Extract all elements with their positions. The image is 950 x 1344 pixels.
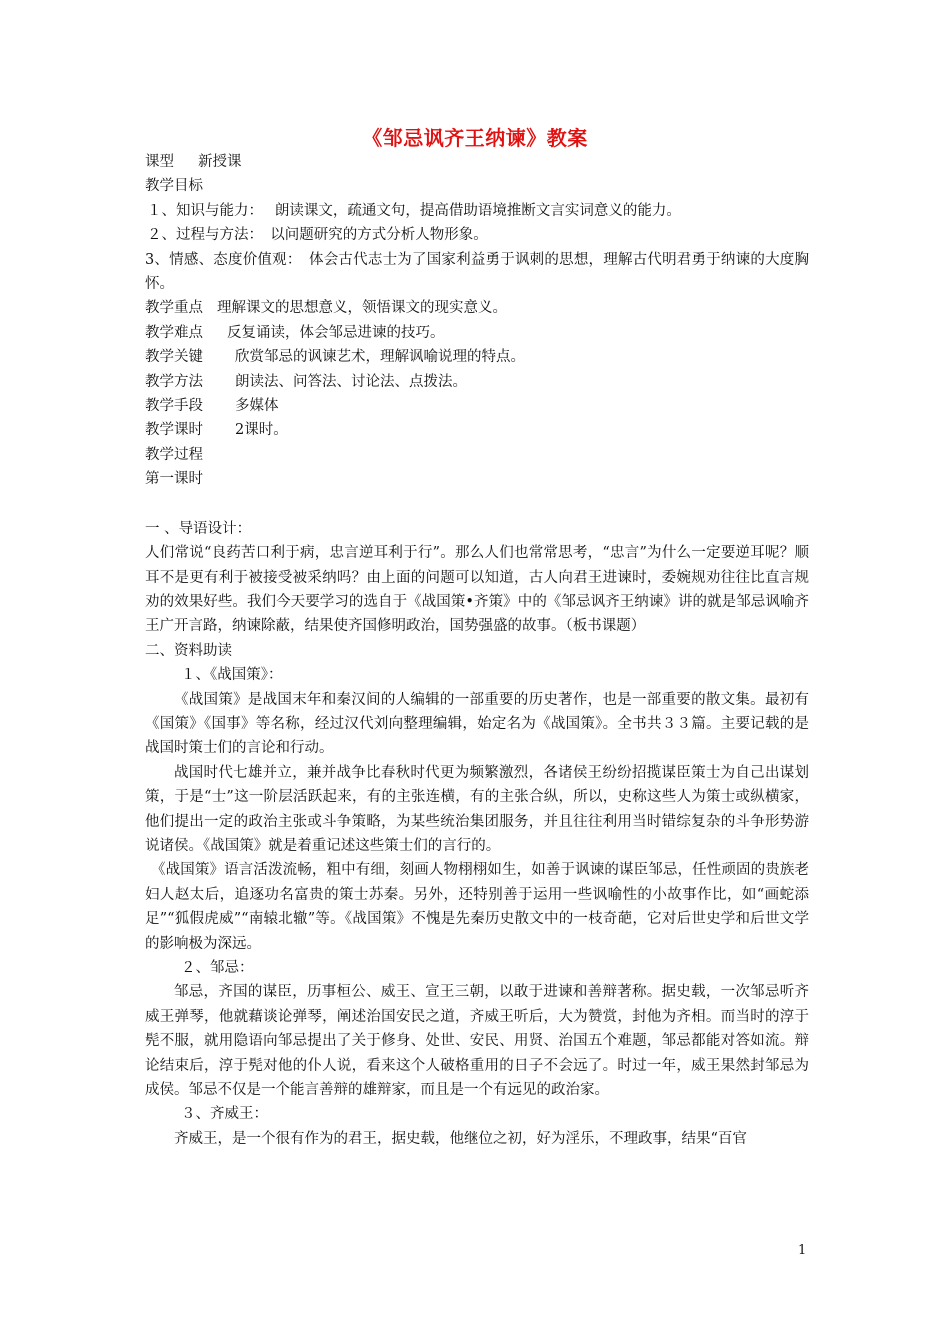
field-value: 新授课 (198, 154, 242, 170)
document-title: 《邹忌讽齐王纳谏》教案 (362, 126, 588, 150)
field-line (145, 394, 809, 418)
field-value: 反复诵读，体会邹忌进谏的技巧。 (227, 324, 445, 341)
lesson-type-line (145, 150, 809, 174)
field-value: 朗读法、问答法、讨论法、点拨法。 (235, 373, 467, 390)
field-value: 2课时。 (235, 422, 288, 439)
field-value: 多媒体 (235, 398, 279, 415)
field-label: 教学课时 (145, 422, 203, 439)
field-label: 教学方法 (145, 373, 203, 390)
field-label: 课型 (145, 154, 174, 170)
objective-item: 3、情感、态度价值观： 体会古代志士为了国家利益勇于讽刺的思想，理解古代明君勇于纳谏的大度胸怀。 (145, 251, 809, 293)
process-heading: 教学过程 (145, 446, 203, 463)
field-line (145, 296, 809, 320)
subsection-heading: ２、邹忌： (181, 960, 254, 976)
paragraph: 战国时代七雄并立，兼并战争比春秋时代更为频繁激烈，各诸侯王纷纷招揽谋臣策士为自己出谋划策，于是“士”这一阶层活跃起来，有的主张连横，有的主张合纵，所以，史称这些人为策士或纵横家，他们提出一定的政治主张或斗争策略，为某些统治集团服务，并且往往利用当时错综复杂的斗争形势游说诸侯。《战国策》就是着重记述这些策士们的言行的。 (145, 764, 809, 854)
field-label: 教学难点 (145, 324, 203, 341)
subsection-heading: ３、齐威王： (181, 1106, 268, 1123)
section-heading: 二、资料助读 (145, 642, 232, 659)
field-value: 理解课文的思想意义，领悟课文的现实意义。 (217, 300, 507, 317)
intro-paragraph: 人们常说“良药苦口利于病，忠言逆耳利于行”。那么人们也常常思考，“忠言”为什么一定要逆耳呢？顺耳不是更有利于被接受被采纳吗？由上面的问题可以知道，古人向君王进谏时，委婉规劝往往比直言规劝的效果好些。我们今天要学习的选自于《战国策•齐策》中的《邹忌讽齐王纳谏》讲的就是邹忌讽喻齐王广开言路，纳谏除蔽，结果使齐国修明政治，国势强盛的故事。（板书课题） (145, 545, 809, 635)
paragraph: 《战国策》是战国末年和秦汉间的人编辑的一部重要的历史著作，也是一部重要的散文集。最初有《国策》《国事》等名称，经过汉代刘向整理编辑，始定名为《战国策》。全书共３３篇。主要记载的是战国时策士们的言论和行动。 (145, 691, 809, 757)
paragraph: 齐威王，是一个很有作为的君王，据史载，他继位之初，好为淫乐，不理政事，结果“百官 (174, 1130, 747, 1147)
field-value: 欣赏邹忌的讽谏艺术，理解讽喻说理的特点。 (235, 349, 525, 366)
field-label: 教学重点 (145, 300, 203, 317)
field-line (145, 418, 809, 442)
lesson-heading: 第一课时 (145, 471, 203, 488)
document-body (145, 150, 809, 1151)
field-label: 教学关键 (145, 349, 203, 366)
page-number: 1 (798, 1243, 807, 1258)
subsection-heading: １、《战国策》： (181, 667, 283, 684)
field-label: 教学手段 (145, 398, 203, 415)
section-heading: 一 、导语设计： (145, 520, 252, 537)
objective-item: ２、过程与方法： 以问题研究的方式分析人物形象。 (147, 227, 488, 244)
objective-item: １、知识与能力： 朗读课文，疏通文句，提高借助语境推断文言实词意义的能力。 (147, 202, 681, 219)
field-line (145, 370, 809, 394)
paragraph: 邹忌，齐国的谋臣，历事桓公、威王、宣王三朝，以敢于进谏和善辩著称。据史载，一次邹忌听齐威王弹琴，他就藉谈论弹琴，阐述治国安民之道，齐威王听后，大为赞赏，封他为齐相。而当时的淳于髡不服，就用隐语向邹忌提出了关于修身、处世、安民、用贤、治国五个难题，邹忌都能对答如流。辩论结束后，淳于髡对他的仆人说，看来这个人破格重用的日子不会远了。时过一年，威王果然封邹忌为成侯。邹忌不仅是一个能言善辩的雄辩家，而且是一个有远见的政治家。 (145, 984, 809, 1099)
field-line (145, 345, 809, 369)
paragraph: 《战国策》语言活泼流畅，粗中有细，刻画人物栩栩如生，如善于讽谏的谋臣邹忌，任性顽固的贵族老妇人赵太后，追逐功名富贵的策士苏秦。另外，还特别善于运用一些讽喻性的小故事作比，如“画蛇添足”“狐假虎威”“南辕北辙”等。《战国策》不愧是先秦历史散文中的一枝奇葩，它对后世史学和后世文学的影响极为深远。 (145, 862, 809, 952)
objectives-heading: 教学目标 (145, 178, 203, 195)
field-line (145, 321, 809, 345)
